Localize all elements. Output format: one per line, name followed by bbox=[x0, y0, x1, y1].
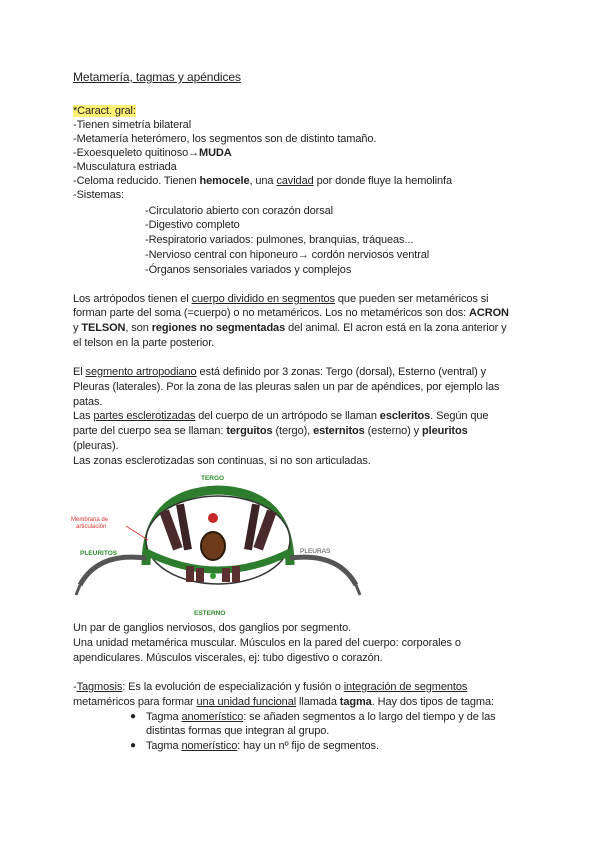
paragraph-line bbox=[73, 695, 494, 709]
underlined-text: segmento artropodiano bbox=[85, 366, 197, 378]
text: Tagma bbox=[146, 711, 182, 723]
text: llamada bbox=[296, 696, 340, 708]
text: (esterno) y bbox=[364, 425, 423, 437]
paragraph-line: el telson en la parte posterior. bbox=[73, 337, 215, 349]
underlined-text: cuerpo dividido en segmentos bbox=[191, 293, 335, 305]
paragraph-line bbox=[73, 409, 488, 423]
text: : se añaden segmentos a lo largo del tiempo y de las bbox=[243, 711, 496, 723]
bold-text: terguitos bbox=[226, 425, 273, 437]
text: -Exoesqueleto quitinoso→ bbox=[73, 147, 200, 159]
text: , una bbox=[249, 175, 277, 187]
membrana-label: Membrana de bbox=[71, 517, 109, 523]
tergo-label: TERGO bbox=[201, 475, 225, 482]
pleuritos-label: PLEURITOS bbox=[80, 550, 118, 557]
paragraph-line bbox=[73, 424, 468, 438]
bold-text: tagma bbox=[339, 696, 372, 708]
arthropod-segment-diagram bbox=[68, 470, 368, 618]
paragraph-line: Pleuras (laterales). Por la zona de las pleuras salen un par de apéndices, por ejemplo las bbox=[73, 381, 500, 393]
text: - bbox=[73, 681, 77, 693]
bold-text: regiones no segmentadas bbox=[151, 322, 286, 334]
underlined-text: integración de segmentos bbox=[343, 681, 468, 693]
text: forman parte del soma (=cuerpo) o no metaméricos. Los no metaméricos son dos: bbox=[73, 307, 470, 319]
sistema-item: -Respiratorio variados: pulmones, branquias, tráqueas... bbox=[145, 234, 414, 246]
bullet-icon: ● bbox=[130, 711, 137, 722]
muscle-block bbox=[196, 568, 204, 582]
caract-item bbox=[73, 146, 232, 160]
page-title: Metamería, tagmas y apéndices bbox=[73, 70, 241, 84]
caract-item: -Sistemas: bbox=[73, 189, 124, 201]
leg-left bbox=[80, 557, 146, 585]
caract-heading bbox=[73, 104, 136, 118]
text: . Hay dos tipos de tagma: bbox=[371, 696, 494, 708]
text: : hay un nº fijo de segmentos. bbox=[237, 740, 379, 752]
paragraph-line bbox=[73, 680, 467, 694]
leg-tips bbox=[76, 585, 360, 595]
bold-text: escleritos bbox=[379, 410, 431, 422]
text: (tergo), bbox=[272, 425, 314, 437]
paragraph-line bbox=[73, 321, 507, 335]
text: , son bbox=[125, 322, 152, 334]
text: parte del cuerpo sea se llaman: bbox=[73, 425, 227, 437]
text: El bbox=[73, 366, 86, 378]
text: metaméricos para formar bbox=[73, 696, 197, 708]
bold-text: pleuritos bbox=[422, 425, 468, 437]
text: Las bbox=[73, 410, 94, 422]
paragraph-line: apendiculares. Músculos viscerales, ej: tubo digestivo o corazón. bbox=[73, 652, 383, 664]
text: del cuerpo de un artrópodo se llaman bbox=[195, 410, 380, 422]
bold-text: hemocele bbox=[199, 175, 250, 187]
sistema-item: -Circulatorio abierto con corazón dorsal bbox=[145, 205, 333, 217]
text: Los artrópodos tienen el bbox=[73, 293, 192, 305]
highlight: *Caract. gral: bbox=[73, 105, 136, 117]
bullet-line: distintas formas que integran al grupo. bbox=[146, 725, 330, 737]
paragraph-line: Una unidad metamérica muscular. Músculos en la pared del cuerpo: corporales o bbox=[73, 637, 461, 649]
heart bbox=[208, 513, 218, 523]
text: está definido por 3 zonas: Tergo (dorsal), Esterno (ventral) y bbox=[196, 366, 487, 378]
bold-text: TELSON bbox=[81, 322, 126, 334]
bold-text: esternitos bbox=[313, 425, 365, 437]
pleuras-label: PLEURAS bbox=[300, 548, 331, 555]
gut bbox=[201, 532, 225, 560]
underlined-text: partes esclerotizadas bbox=[93, 410, 196, 422]
membrana-label: articulación bbox=[76, 524, 107, 530]
bullet-line bbox=[146, 739, 379, 753]
bullet-icon: ● bbox=[130, 740, 137, 751]
sistema-item: -Órganos sensoriales variados y complejos bbox=[145, 264, 352, 276]
ganglion bbox=[210, 573, 216, 579]
esterno-label: ESTERNO bbox=[194, 610, 226, 617]
paragraph-line: patas. bbox=[73, 396, 103, 408]
muscle-block bbox=[222, 568, 230, 582]
underlined-text: nomerístico bbox=[181, 740, 238, 752]
text: y bbox=[73, 322, 82, 334]
paragraph-line bbox=[73, 365, 486, 379]
caract-item: -Metamería heterómero, los segmentos son de distinto tamaño. bbox=[73, 133, 377, 145]
text: del animal. El acron está en la zona anterior y bbox=[285, 322, 507, 334]
underlined-text: cavidad bbox=[276, 175, 314, 187]
caract-item: -Tienen simetría bilateral bbox=[73, 119, 192, 131]
paragraph-line: (pleuras). bbox=[73, 440, 119, 452]
bold-text: MUDA bbox=[199, 147, 232, 159]
caract-item: -Musculatura estriada bbox=[73, 161, 177, 173]
caract-item bbox=[73, 174, 452, 188]
text: : Es la evolución de especialización y fusión o bbox=[122, 681, 344, 693]
leg-right bbox=[290, 557, 356, 585]
underlined-text: anomerístico bbox=[181, 711, 244, 723]
text: . Según que bbox=[430, 410, 489, 422]
text: por donde fluye la hemolinfa bbox=[313, 175, 452, 187]
underlined-text: una unidad funcional bbox=[196, 696, 297, 708]
text: que pueden ser metaméricos si bbox=[334, 293, 489, 305]
underlined-text: Tagmosis bbox=[76, 681, 123, 693]
paragraph-line bbox=[73, 292, 488, 306]
paragraph-line: Un par de ganglios nerviosos, dos ganglios por segmento. bbox=[73, 622, 352, 634]
bold-text: ACRON bbox=[469, 307, 509, 319]
sistema-item: -Digestivo completo bbox=[145, 219, 240, 231]
membrana-pointer bbox=[126, 526, 148, 540]
text: Tagma bbox=[146, 740, 182, 752]
muscle-block bbox=[232, 566, 240, 582]
text: -Celoma reducido. Tienen bbox=[73, 175, 200, 187]
paragraph-line: Las zonas esclerotizadas son continuas, si no son articuladas. bbox=[73, 455, 371, 467]
paragraph-line bbox=[73, 306, 509, 320]
muscle-block bbox=[186, 566, 194, 582]
bullet-line bbox=[146, 710, 496, 724]
sistema-item: -Nervioso central con hiponeuro→ cordón nerviosos ventral bbox=[145, 249, 430, 261]
